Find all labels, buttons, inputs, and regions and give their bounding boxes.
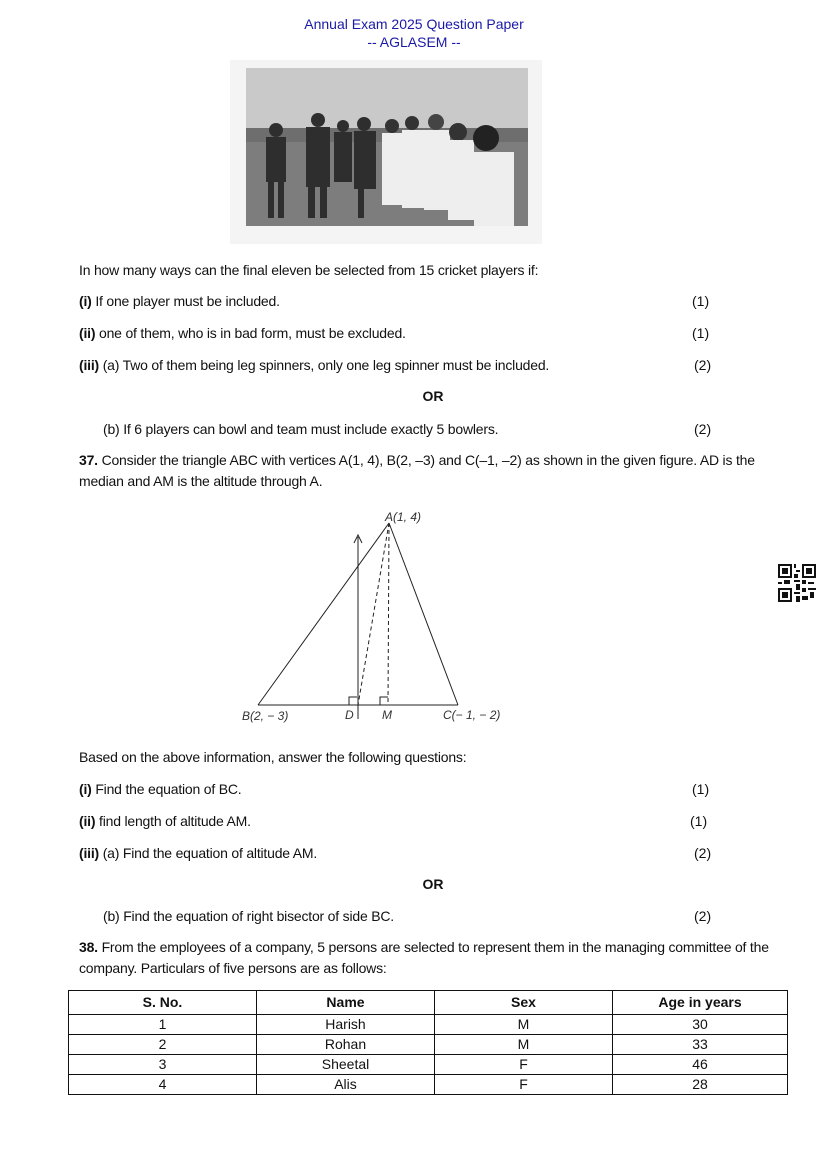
table-row: [69, 1055, 788, 1075]
q36-part-iii-num: (iii): [79, 357, 99, 373]
q37-part-ii-marks: (1): [690, 813, 708, 829]
q37-line1: [79, 450, 755, 470]
cell-age: 28: [613, 1075, 788, 1095]
cell-age: 30: [613, 1015, 788, 1035]
q37-part-ii: [79, 811, 251, 831]
employees-table: [68, 990, 788, 1095]
cell-sno: 4: [69, 1075, 257, 1095]
q36-part-ii-text: one of them, who is in bad form, must be excluded.: [95, 325, 406, 341]
cell-age: 46: [613, 1055, 788, 1075]
table-row: [69, 1015, 788, 1035]
col-header-age: Age in years: [613, 991, 788, 1015]
q36-part-ii: [79, 323, 406, 343]
q36-part-iii-marks: (2): [694, 357, 712, 373]
cell-sno: 3: [69, 1055, 257, 1075]
cell-name: Alis: [257, 1075, 435, 1095]
label-b: B(2, − 3): [242, 709, 289, 723]
table-row: [69, 1035, 788, 1055]
cell-name: Harish: [257, 1015, 435, 1035]
qr-code: [778, 564, 816, 602]
q38-num: 38.: [79, 939, 98, 955]
table-row: [69, 1075, 788, 1095]
q36-part-i-text: If one player must be included.: [91, 293, 280, 309]
q37-or: OR: [422, 876, 444, 892]
q36-part-iii: [79, 355, 549, 375]
q37-line1-text: Consider the triangle ABC with vertices A(1, 4), B(2, –3) and C(–1, –2) as shown in the given figure. AD is the: [97, 452, 755, 468]
q37-line2: median and AM is the altitude through A.: [79, 473, 323, 489]
label-c: C(− 1, − 2): [443, 708, 501, 722]
altitude-am: [388, 523, 389, 705]
cricket-photo-drawing: [246, 68, 528, 226]
q36-alt-marks: (2): [694, 421, 712, 437]
cell-sno: 2: [69, 1035, 257, 1055]
q36-part-i-num: (i): [79, 293, 92, 309]
cell-sex: M: [435, 1035, 613, 1055]
q36-intro: In how many ways can the final eleven be selected from 15 cricket players if:: [79, 262, 539, 278]
q38-line2: company. Particulars of five persons are as follows:: [79, 960, 387, 976]
cell-name: Sheetal: [257, 1055, 435, 1075]
right-angle-m: [380, 697, 388, 705]
q37-part-i-text: Find the equation of BC.: [91, 781, 242, 797]
label-d: D: [345, 708, 354, 722]
cricket-photo: [246, 68, 528, 226]
right-angle-d: [349, 697, 357, 705]
q36-part-i: [79, 291, 280, 311]
label-m: M: [382, 708, 392, 722]
cell-sno: 1: [69, 1015, 257, 1035]
q37-part-ii-num: (ii): [79, 813, 96, 829]
median-ad: [358, 523, 389, 705]
q37-part-i-marks: (1): [692, 781, 710, 797]
triangle-figure: [230, 505, 530, 730]
col-header-sno: S. No.: [69, 991, 257, 1015]
cell-name: Rohan: [257, 1035, 435, 1055]
q38-line1: [79, 937, 769, 957]
q38-line1-text: From the employees of a company, 5 persons are selected to represent them in the managing committee of the: [97, 939, 769, 955]
q37-part-iii-marks: (2): [694, 845, 712, 861]
q37-alt-marks: (2): [694, 908, 712, 924]
q36-part-ii-marks: (1): [692, 325, 710, 341]
q37-lead: Based on the above information, answer the following questions:: [79, 749, 467, 765]
q36-part-i-marks: (1): [692, 293, 710, 309]
side-ab: [258, 523, 389, 705]
q37-part-iii-num: (iii): [79, 845, 99, 861]
cell-sex: M: [435, 1015, 613, 1035]
q36-part-ii-num: (ii): [79, 325, 96, 341]
q37-part-i-num: (i): [79, 781, 92, 797]
side-ac: [389, 523, 458, 705]
cell-age: 33: [613, 1035, 788, 1055]
q37-part-ii-text: find length of altitude AM.: [95, 813, 251, 829]
table-header-row: [69, 991, 788, 1015]
q36-or: OR: [422, 388, 444, 404]
q37-part-iii-text: (a) Find the equation of altitude AM.: [99, 845, 318, 861]
header-subtitle: -- AGLASEM --: [367, 34, 461, 50]
q37-part-iii: [79, 843, 317, 863]
q37-alt: (b) Find the equation of right bisector of side BC.: [103, 908, 394, 924]
q37-part-i: [79, 779, 242, 799]
cell-sex: F: [435, 1055, 613, 1075]
header-title: Annual Exam 2025 Question Paper: [304, 16, 524, 32]
q37-num: 37.: [79, 452, 98, 468]
cell-sex: F: [435, 1075, 613, 1095]
label-a: A(1, 4): [385, 510, 422, 524]
col-header-sex: Sex: [435, 991, 613, 1015]
q36-alt: (b) If 6 players can bowl and team must include exactly 5 bowlers.: [103, 421, 499, 437]
q36-part-iii-text: (a) Two of them being leg spinners, only one leg spinner must be included.: [99, 357, 550, 373]
col-header-name: Name: [257, 991, 435, 1015]
